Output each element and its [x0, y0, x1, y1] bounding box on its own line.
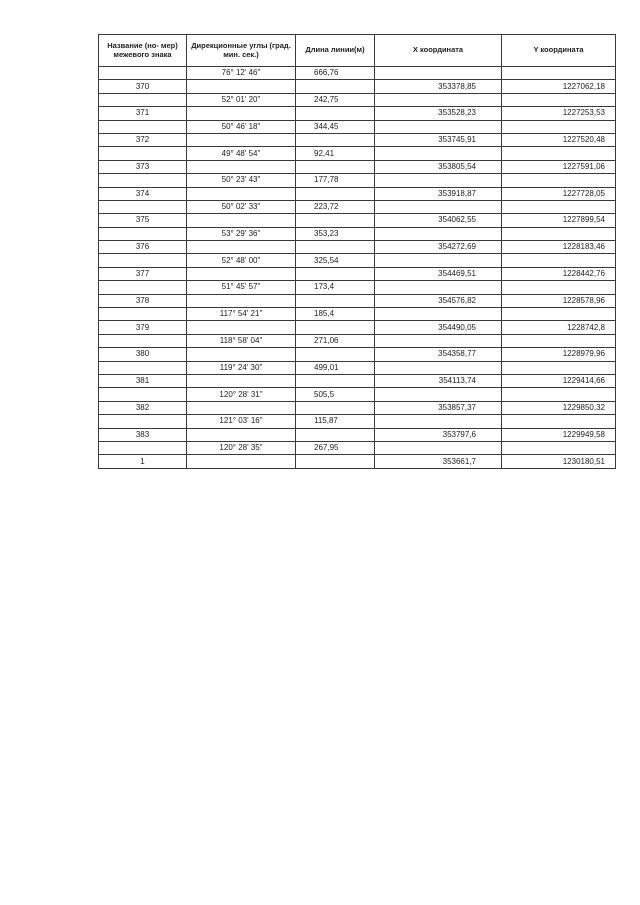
segment-length-cell: 242,75 [296, 93, 375, 106]
point-y-cell: 1227253,53 [502, 107, 616, 120]
segment-name-cell [99, 227, 187, 240]
segment-length-cell: 353,23 [296, 227, 375, 240]
point-y-cell: 1227520,48 [502, 133, 616, 146]
point-y-cell: 1227899,54 [502, 214, 616, 227]
boundary-coordinates-table [98, 34, 616, 469]
point-x-cell: 354576,82 [375, 294, 502, 307]
point-row [99, 214, 616, 227]
segment-x-cell [375, 93, 502, 106]
point-angle-cell [187, 294, 296, 307]
point-name-cell: 376 [99, 241, 187, 254]
point-angle-cell [187, 348, 296, 361]
point-x-cell: 354113,74 [375, 374, 502, 387]
point-name-cell: 377 [99, 267, 187, 280]
segment-name-cell [99, 361, 187, 374]
segment-length-cell: 177,78 [296, 174, 375, 187]
point-x-cell: 353378,85 [375, 80, 502, 93]
table-header-row [99, 35, 616, 67]
segment-y-cell [502, 361, 616, 374]
segment-name-cell [99, 441, 187, 454]
point-row [99, 401, 616, 414]
header-x-coordinate: X координата [375, 35, 502, 67]
segment-y-cell [502, 147, 616, 160]
segment-y-cell [502, 120, 616, 133]
point-row [99, 428, 616, 441]
segment-length-cell: 505,5 [296, 388, 375, 401]
header-y-coordinate: Y координата [502, 35, 616, 67]
point-row [99, 374, 616, 387]
point-angle-cell [187, 107, 296, 120]
point-x-cell: 354469,51 [375, 267, 502, 280]
segment-x-cell [375, 227, 502, 240]
segment-row [99, 281, 616, 294]
segment-row [99, 174, 616, 187]
point-row [99, 455, 616, 468]
segment-y-cell [502, 254, 616, 267]
segment-row [99, 415, 616, 428]
segment-y-cell [502, 67, 616, 80]
point-name-cell: 375 [99, 214, 187, 227]
point-row [99, 267, 616, 280]
segment-row [99, 227, 616, 240]
point-y-cell: 1228442,76 [502, 267, 616, 280]
segment-y-cell [502, 200, 616, 213]
point-name-cell: 1 [99, 455, 187, 468]
point-y-cell: 1228742,8 [502, 321, 616, 334]
point-x-cell: 353797,6 [375, 428, 502, 441]
segment-length-cell: 92,41 [296, 147, 375, 160]
segment-angle-cell: 50° 23' 43" [187, 174, 296, 187]
segment-angle-cell: 121° 03' 16" [187, 415, 296, 428]
point-name-cell: 380 [99, 348, 187, 361]
point-angle-cell [187, 321, 296, 334]
segment-name-cell [99, 93, 187, 106]
segment-length-cell: 344,45 [296, 120, 375, 133]
segment-angle-cell: 52° 01' 20" [187, 93, 296, 106]
segment-x-cell [375, 147, 502, 160]
point-x-cell: 353805,54 [375, 160, 502, 173]
point-row [99, 321, 616, 334]
point-length-cell [296, 241, 375, 254]
point-y-cell: 1227591,06 [502, 160, 616, 173]
segment-length-cell: 325,54 [296, 254, 375, 267]
point-angle-cell [187, 241, 296, 254]
segment-x-cell [375, 200, 502, 213]
segment-y-cell [502, 415, 616, 428]
segment-name-cell [99, 120, 187, 133]
segment-name-cell [99, 147, 187, 160]
point-name-cell: 373 [99, 160, 187, 173]
segment-row [99, 361, 616, 374]
point-name-cell: 370 [99, 80, 187, 93]
point-angle-cell [187, 214, 296, 227]
point-name-cell: 379 [99, 321, 187, 334]
point-x-cell: 354062,55 [375, 214, 502, 227]
header-line-length: Длина линии(м) [296, 35, 375, 67]
point-angle-cell [187, 133, 296, 146]
point-length-cell [296, 187, 375, 200]
point-y-cell: 1228979,96 [502, 348, 616, 361]
segment-name-cell [99, 200, 187, 213]
point-length-cell [296, 348, 375, 361]
segment-x-cell [375, 67, 502, 80]
point-x-cell: 354490,05 [375, 321, 502, 334]
segment-x-cell [375, 388, 502, 401]
point-length-cell [296, 401, 375, 414]
point-length-cell [296, 107, 375, 120]
point-row [99, 187, 616, 200]
point-name-cell: 383 [99, 428, 187, 441]
segment-name-cell [99, 388, 187, 401]
point-x-cell: 353661,7 [375, 455, 502, 468]
segment-angle-cell: 120° 28' 31" [187, 388, 296, 401]
segment-row [99, 93, 616, 106]
point-x-cell: 354272,69 [375, 241, 502, 254]
segment-y-cell [502, 227, 616, 240]
segment-angle-cell: 120° 28' 35" [187, 441, 296, 454]
point-x-cell: 353745,91 [375, 133, 502, 146]
segment-length-cell: 267,95 [296, 441, 375, 454]
point-x-cell: 353918,87 [375, 187, 502, 200]
point-angle-cell [187, 374, 296, 387]
segment-name-cell [99, 308, 187, 321]
point-row [99, 348, 616, 361]
segment-x-cell [375, 254, 502, 267]
segment-row [99, 308, 616, 321]
segment-y-cell [502, 281, 616, 294]
segment-angle-cell: 119° 24' 30" [187, 361, 296, 374]
point-length-cell [296, 428, 375, 441]
point-row [99, 80, 616, 93]
segment-length-cell: 185,4 [296, 308, 375, 321]
point-angle-cell [187, 428, 296, 441]
point-row [99, 241, 616, 254]
point-row [99, 160, 616, 173]
point-y-cell: 1230180,51 [502, 455, 616, 468]
segment-length-cell: 115,87 [296, 415, 375, 428]
segment-row [99, 67, 616, 80]
point-row [99, 294, 616, 307]
segment-y-cell [502, 174, 616, 187]
segment-name-cell [99, 415, 187, 428]
segment-angle-cell: 117° 54' 21" [187, 308, 296, 321]
segment-y-cell [502, 308, 616, 321]
segment-x-cell [375, 441, 502, 454]
point-angle-cell [187, 267, 296, 280]
segment-x-cell [375, 120, 502, 133]
segment-angle-cell: 50° 02' 33" [187, 200, 296, 213]
point-y-cell: 1228578,96 [502, 294, 616, 307]
point-length-cell [296, 80, 375, 93]
point-y-cell: 1228183,46 [502, 241, 616, 254]
segment-y-cell [502, 388, 616, 401]
segment-length-cell: 499,01 [296, 361, 375, 374]
segment-angle-cell: 118° 58' 04" [187, 334, 296, 347]
segment-name-cell [99, 334, 187, 347]
segment-y-cell [502, 334, 616, 347]
segment-x-cell [375, 174, 502, 187]
point-x-cell: 354358,77 [375, 348, 502, 361]
segment-y-cell [502, 441, 616, 454]
point-name-cell: 382 [99, 401, 187, 414]
segment-y-cell [502, 93, 616, 106]
segment-angle-cell: 50° 46' 18" [187, 120, 296, 133]
header-point-name: Название (но- мер) межевого знака [99, 35, 187, 67]
point-x-cell: 353528,23 [375, 107, 502, 120]
segment-name-cell [99, 174, 187, 187]
point-name-cell: 371 [99, 107, 187, 120]
point-length-cell [296, 374, 375, 387]
point-y-cell: 1229949,58 [502, 428, 616, 441]
segment-angle-cell: 52° 48' 00" [187, 254, 296, 267]
segment-row [99, 388, 616, 401]
segment-angle-cell: 49° 48' 54" [187, 147, 296, 160]
point-angle-cell [187, 160, 296, 173]
point-y-cell: 1229414,66 [502, 374, 616, 387]
segment-row [99, 147, 616, 160]
segment-name-cell [99, 254, 187, 267]
segment-row [99, 254, 616, 267]
segment-x-cell [375, 361, 502, 374]
segment-length-cell: 666,76 [296, 67, 375, 80]
segment-length-cell: 271,06 [296, 334, 375, 347]
point-length-cell [296, 214, 375, 227]
point-length-cell [296, 294, 375, 307]
point-row [99, 133, 616, 146]
point-name-cell: 381 [99, 374, 187, 387]
segment-angle-cell: 53° 29' 36" [187, 227, 296, 240]
segment-x-cell [375, 281, 502, 294]
segment-length-cell: 223,72 [296, 200, 375, 213]
point-angle-cell [187, 187, 296, 200]
point-angle-cell [187, 401, 296, 414]
point-y-cell: 1227062,18 [502, 80, 616, 93]
point-name-cell: 372 [99, 133, 187, 146]
point-length-cell [296, 321, 375, 334]
segment-row [99, 441, 616, 454]
point-row [99, 107, 616, 120]
point-length-cell [296, 133, 375, 146]
point-length-cell [296, 160, 375, 173]
point-name-cell: 378 [99, 294, 187, 307]
point-y-cell: 1229850,32 [502, 401, 616, 414]
table-body [99, 67, 616, 469]
segment-length-cell: 173,4 [296, 281, 375, 294]
point-angle-cell [187, 455, 296, 468]
point-length-cell [296, 455, 375, 468]
point-x-cell: 353857,37 [375, 401, 502, 414]
segment-row [99, 200, 616, 213]
segment-name-cell [99, 281, 187, 294]
segment-row [99, 334, 616, 347]
segment-row [99, 120, 616, 133]
segment-angle-cell: 51° 45' 57" [187, 281, 296, 294]
point-y-cell: 1227728,05 [502, 187, 616, 200]
segment-x-cell [375, 334, 502, 347]
segment-x-cell [375, 415, 502, 428]
point-length-cell [296, 267, 375, 280]
segment-name-cell [99, 67, 187, 80]
segment-x-cell [375, 308, 502, 321]
header-direction-angle: Дирекционные углы (град. мин. сек.) [187, 35, 296, 67]
point-name-cell: 374 [99, 187, 187, 200]
point-angle-cell [187, 80, 296, 93]
segment-angle-cell: 76° 12' 46" [187, 67, 296, 80]
